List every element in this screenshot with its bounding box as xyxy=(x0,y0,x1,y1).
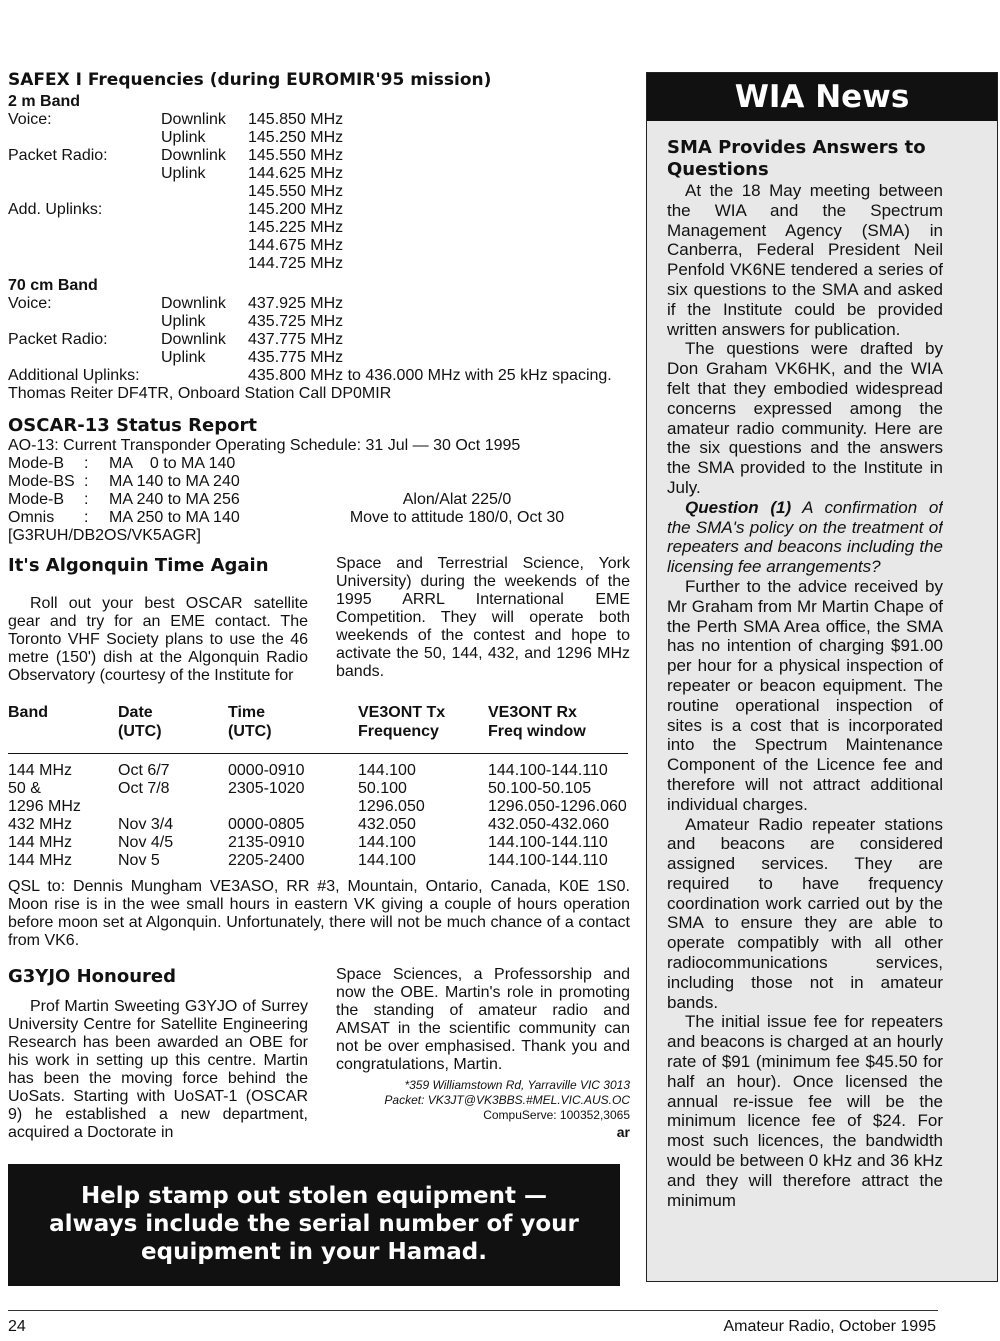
frequency-value: 144.725 MHz xyxy=(248,255,344,272)
mode-row xyxy=(8,455,630,473)
service-label: Voice: xyxy=(8,111,52,128)
algonquin-col1: Roll out your best OSCAR satellite gear and try for an EME contact. The Toronto VHF Society plans to use the 46 metre (150') dish at the Algonquin Radio Observatory (courtesy of the Institute for xyxy=(8,595,308,684)
service-label: Packet Radio: xyxy=(8,147,108,164)
frequency-value: 437.925 MHz xyxy=(248,295,344,312)
freq-2m-row xyxy=(8,219,630,237)
service-label xyxy=(8,183,161,201)
link-direction xyxy=(161,255,248,273)
mode-name: Mode-BS xyxy=(8,473,75,490)
oscar-title: OSCAR-13 Status Report xyxy=(8,415,257,436)
table-header: Time (UTC) xyxy=(228,703,358,753)
service-label xyxy=(8,219,161,237)
table-header: VE3ONT Rx Freq window xyxy=(488,703,628,753)
frequency-value: 145.850 MHz xyxy=(248,111,344,128)
g3yjo-title: G3YJO Honoured xyxy=(8,965,176,987)
wia-para-3: Further to the advice received by Mr Graham from Mr Martin Chape of the Perth SMA Area office, the SMA has no intention of charging $91.00 per hour for a physical inspection of repeater or beacon equipment. The routine operational inspection of sites is a cost that is incorporated into the Spectrum Maintenance Component of the Licence fee and therefore will not attract additional individual charges. xyxy=(667,576,943,814)
wia-para-2: The questions were drafted by Don Graham VK6HK, and the WIA felt that they embodied widespread concerns expressed among the amateur radio community. Here are the six questions and the answers the SMA provided to the Institute in July. xyxy=(667,339,943,497)
service-label xyxy=(8,165,161,183)
freq-list-70cm xyxy=(8,295,630,385)
table-cell: 432 MHz xyxy=(8,815,73,833)
mode-range: MA 140 to MA 240 xyxy=(109,473,240,490)
mode-range: MA 0 to MA 140 xyxy=(109,455,236,472)
page-number: 24 xyxy=(8,1318,26,1335)
wia-para-4: Amateur Radio repeater stations and beacons are considered assigned services. They are required to have frequency coordination work carried out by the SMA to ensure they are able to operate compatibly with all other radiocommunications services, including those not in amateur bands. xyxy=(667,814,943,1012)
table-header: Band xyxy=(8,703,118,753)
frequency-value: 145.550 MHz xyxy=(248,147,344,164)
safex-section xyxy=(8,70,630,403)
mode-row xyxy=(8,473,630,491)
table-cell: 144.100-144.110 xyxy=(488,761,608,779)
frequency-value: 144.625 MHz xyxy=(248,165,344,182)
frequency-value: 144.675 MHz xyxy=(248,237,344,254)
wia-article-title: SMA Provides Answers to Questions xyxy=(667,137,926,180)
banner-line-2: always include the serial number of your xyxy=(49,1211,579,1237)
wia-question-1 xyxy=(667,498,943,577)
mode-row xyxy=(8,509,630,527)
freq-70cm-row xyxy=(8,313,630,331)
freq-2m-row xyxy=(8,237,630,255)
freq-2m-row xyxy=(8,129,630,147)
service-label: Additional Uplinks: xyxy=(8,367,140,384)
band-70cm-heading: 70 cm Band xyxy=(8,277,98,294)
link-direction: Uplink xyxy=(161,129,206,146)
mode-note xyxy=(284,455,630,473)
table-cell: 432.050 xyxy=(358,815,416,833)
table-cell: Nov 5 xyxy=(118,851,160,869)
table-cell xyxy=(118,798,228,816)
link-direction: Uplink xyxy=(161,349,206,366)
frequency-value: 145.250 MHz xyxy=(248,129,344,146)
table-cell: 144.100 xyxy=(358,851,416,869)
table-row xyxy=(8,852,628,870)
banner-line-3: equipment in your Hamad. xyxy=(141,1239,487,1265)
service-label xyxy=(8,313,161,331)
mode-note xyxy=(284,473,630,491)
table-cell: 144.100-144.110 xyxy=(488,833,608,851)
end-mark: ar xyxy=(616,1123,630,1140)
service-label xyxy=(8,129,161,147)
table-cell: 50.100-50.105 xyxy=(488,779,592,797)
oscar-mode-list xyxy=(8,455,630,527)
address-line-1: *359 Williamstown Rd, Yarraville VIC 3013 xyxy=(404,1077,630,1092)
wia-news-body xyxy=(667,137,943,1267)
table-cell xyxy=(228,798,358,816)
magazine-footer: Amateur Radio, October 1995 xyxy=(723,1318,936,1335)
table-cell: 1296.050 xyxy=(358,797,425,815)
table-cell: Oct 7/8 xyxy=(118,779,170,797)
mode-range: MA 250 to MA 140 xyxy=(109,509,240,526)
link-direction: Downlink xyxy=(161,331,226,348)
table-cell: 50.100 xyxy=(358,779,407,797)
freq-2m-row xyxy=(8,165,630,183)
freq-2m-row xyxy=(8,255,630,273)
table-header: Date (UTC) xyxy=(118,703,228,753)
table-cell: 144 MHz xyxy=(8,761,73,779)
mode-name: Omnis xyxy=(8,509,55,526)
table-cell: 0000-0805 xyxy=(228,815,305,833)
oscar-section xyxy=(8,415,630,545)
table-cell: 144.100 xyxy=(358,833,416,851)
link-direction xyxy=(161,219,248,237)
service-label xyxy=(8,237,161,255)
table-cell: Nov 3/4 xyxy=(118,815,174,833)
service-label xyxy=(8,349,161,367)
safex-title: SAFEX I Frequencies (during EUROMIR'95 mission) xyxy=(8,70,492,90)
stolen-equipment-banner xyxy=(8,1164,620,1286)
algonquin-col2: Space and Terrestrial Science, York University) during the weekends of the 1995 ARRL International EME Competition. They will operate both weekends of the contest and hope to activate the 50, 144, 432, and 1296 MHz bands. xyxy=(336,555,630,680)
oscar-schedule: AO-13: Current Transponder Operating Schedule: 31 Jul — 30 Oct 1995 xyxy=(8,437,521,454)
banner-line-1: Help stamp out stolen equipment — xyxy=(80,1183,548,1209)
mode-name: Mode-B xyxy=(8,491,65,508)
link-direction: Downlink xyxy=(161,111,226,128)
frequency-value: 145.200 MHz xyxy=(248,201,344,218)
table-row xyxy=(8,816,628,834)
link-direction xyxy=(161,237,248,255)
service-label xyxy=(8,255,161,273)
wia-news-box xyxy=(646,72,998,1282)
freq-70cm-row xyxy=(8,367,630,385)
link-direction: Uplink xyxy=(161,165,206,182)
link-direction xyxy=(161,183,248,201)
table-cell: 144.100 xyxy=(358,761,416,779)
link-direction xyxy=(161,201,248,219)
link-direction: Downlink xyxy=(161,147,226,164)
address-line-2: Packet: VK3JT@VK3BBS.#MEL.VIC.AUS.OC xyxy=(384,1092,630,1107)
table-cell: 1296 MHz xyxy=(8,797,81,815)
left-column xyxy=(8,70,630,1142)
freq-2m-row xyxy=(8,147,630,165)
table-cell: Nov 4/5 xyxy=(118,833,174,851)
service-label: Add. Uplinks: xyxy=(8,201,103,218)
table-cell: 1296.050-1296.060 xyxy=(488,797,627,815)
wia-para-5: The initial issue fee for repeaters and beacons is charged at an hourly rate of $91 (minimum fee $45.50 for half an hour). Once licensed the annual re-issue fee will be the minimum licence fee of $24. For most such licences, the bandwidth would be between 0 kHz and 36 kHz and they will therefore attract the minimum xyxy=(667,1012,943,1210)
eme-schedule-table xyxy=(8,703,628,870)
link-direction xyxy=(161,367,248,385)
g3yjo-col1: Prof Martin Sweeting G3YJO of Surrey University Centre for Satellite Engineering Research has been awarded an OBE for his work in setting up this centre. Martin has been the moving force behind the UoSats. Starting with UoSAT-1 (OSCAR 9) he established a new department, acquired a Doctorate in xyxy=(8,997,308,1141)
mode-sep: : xyxy=(84,491,89,508)
freq-70cm-row xyxy=(8,331,630,349)
freq-2m-row xyxy=(8,111,630,129)
table-cell: 0000-0910 xyxy=(228,761,305,779)
table-row xyxy=(8,780,628,798)
band-2m-heading: 2 m Band xyxy=(8,93,81,110)
frequency-value: 145.550 MHz xyxy=(248,183,344,200)
frequency-value: 435.725 MHz xyxy=(248,313,344,330)
frequency-value: 435.775 MHz xyxy=(248,349,344,366)
mode-sep: : xyxy=(84,473,89,490)
freq-2m-row xyxy=(8,183,630,201)
mode-name: Mode-B xyxy=(8,455,65,472)
table-row xyxy=(8,834,628,852)
table-cell: 144.100-144.110 xyxy=(488,851,608,869)
mode-sep: : xyxy=(84,455,89,472)
freq-70cm-row xyxy=(8,295,630,313)
frequency-value: 435.800 MHz to 436.000 MHz with 25 kHz spacing. xyxy=(248,367,612,384)
wia-news-header: WIA News xyxy=(647,73,997,121)
algonquin-columns xyxy=(8,555,630,685)
freq-list-2m xyxy=(8,111,630,273)
table-cell: 144 MHz xyxy=(8,833,73,851)
table-cell: Oct 6/7 xyxy=(118,761,170,779)
link-direction: Uplink xyxy=(161,313,206,330)
address-line-3: CompuServe: 100352,3065 xyxy=(483,1107,630,1122)
mode-sep: : xyxy=(84,509,89,526)
mode-note: Alon/Alat 225/0 xyxy=(402,491,512,508)
table-header: VE3ONT Tx Frequency xyxy=(358,703,488,753)
footer-rule xyxy=(8,1310,938,1311)
algonquin-title: It's Algonquin Time Again xyxy=(8,555,269,576)
mode-row xyxy=(8,491,630,509)
question-label: Question (1) xyxy=(685,497,792,517)
table-row xyxy=(8,798,628,816)
station-note: Thomas Reiter DF4TR, Onboard Station Call DP0MIR xyxy=(8,385,392,402)
table-cell: 2305-1020 xyxy=(228,779,305,797)
service-label: Voice: xyxy=(8,295,52,312)
g3yjo-columns xyxy=(8,966,630,1142)
table-cell: 144 MHz xyxy=(8,851,73,869)
freq-70cm-row xyxy=(8,349,630,367)
oscar-credit: [G3RUH/DB2OS/VK5AGR] xyxy=(8,527,201,544)
table-cell: 2205-2400 xyxy=(228,851,305,869)
frequency-value: 437.775 MHz xyxy=(248,331,344,348)
question-text: A confirmation of the SMA's policy on the treatment of repeaters and beacons including the licensing fee arrangements? xyxy=(667,497,943,577)
mode-note: Move to attitude 180/0, Oct 30 xyxy=(349,509,565,526)
qsl-note: QSL to: Dennis Mungham VE3ASO, RR #3, Mountain, Ontario, Canada, K0E 1S0. Moon rise is in the wee small hours in eastern VK giving a couple of hours operation before moon set at Algonquin. Unfortunately, there will not be much chance of a contact from VK6. xyxy=(8,877,630,949)
link-direction: Downlink xyxy=(161,295,226,312)
g3yjo-col2: Space Sciences, a Professorship and now the OBE. Martin's role in promoting the standing of amateur radio and AMSAT in the scientific community can not be over emphasised. Thank you and congratulations, Martin. xyxy=(336,965,630,1073)
table-row xyxy=(8,753,628,780)
freq-2m-row xyxy=(8,201,630,219)
table-cell: 2135-0910 xyxy=(228,833,305,851)
mode-range: MA 240 to MA 256 xyxy=(109,491,240,508)
table-cell: 50 & xyxy=(8,779,41,797)
wia-para-1: At the 18 May meeting between the WIA and the Spectrum Management Agency (SMA) in Canberra, Federal President Neil Penfold VK6NE tendered a series of six questions to the SMA and asked if the Institute could be provided written answers for publication. xyxy=(667,181,943,339)
frequency-value: 145.225 MHz xyxy=(248,219,344,236)
table-cell: 432.050-432.060 xyxy=(488,815,609,833)
service-label: Packet Radio: xyxy=(8,331,108,348)
